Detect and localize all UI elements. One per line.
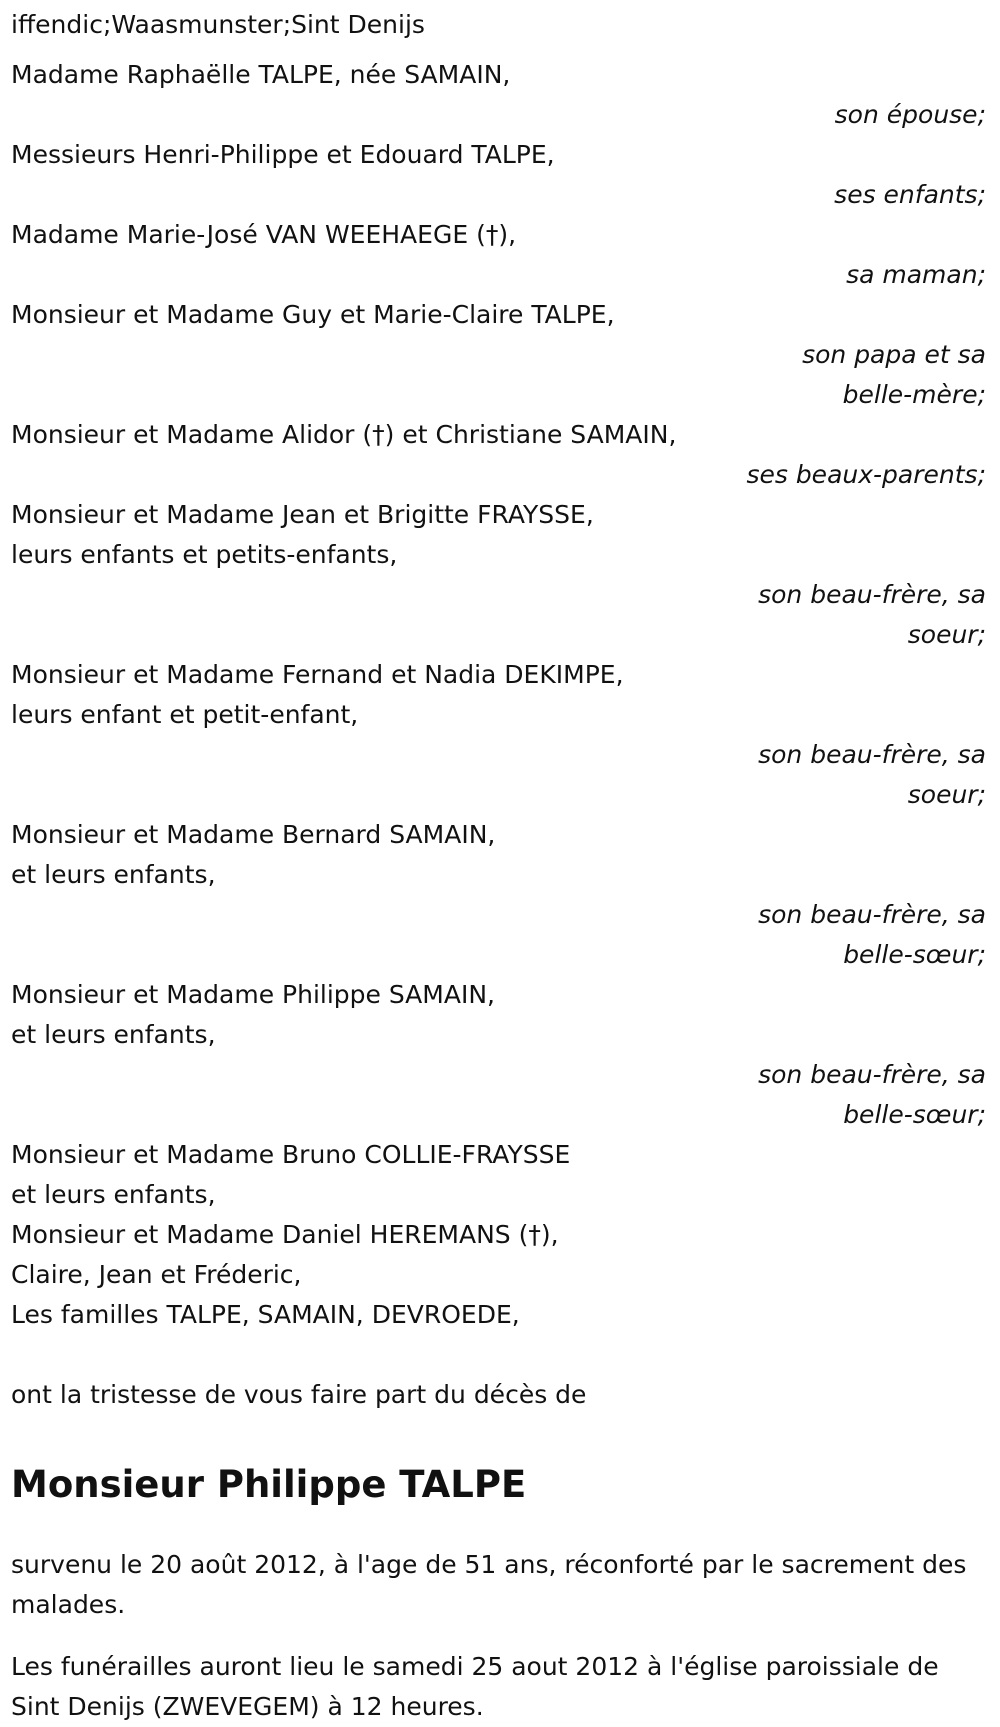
deceased-name: Monsieur Philippe TALPE — [11, 1463, 527, 1506]
family-entry — [11, 135, 986, 215]
family-names: Monsieur et Madame Alidor (†) et Christiane SAMAIN, — [11, 420, 677, 449]
relation-label: son beau-frère, sa belle-sœur; — [758, 1060, 986, 1129]
family-entry — [11, 295, 986, 415]
relation-label: son épouse; — [834, 100, 986, 129]
family-list — [11, 55, 986, 1727]
family-names: Monsieur et Madame Bruno COLLIE-FRAYSSE — [11, 1140, 571, 1169]
family-entry — [11, 495, 986, 655]
family-names: Madame Marie-José VAN WEEHAEGE (†), — [11, 220, 517, 249]
death-details-paragraph: survenu le 20 août 2012, à l'age de 51 ans, réconforté par le sacrement des malades. — [11, 1550, 967, 1619]
family-names: Monsieur et Madame Jean et Brigitte FRAYSSE, — [11, 500, 594, 529]
family-names: Messieurs Henri-Philippe et Edouard TALPE, — [11, 140, 555, 169]
family-names: Madame Raphaëlle TALPE, née SAMAIN, — [11, 60, 511, 89]
family-names: Monsieur et Madame Philippe SAMAIN, — [11, 980, 495, 1009]
relation-label: ses beaux-parents; — [746, 460, 986, 489]
family-entry — [11, 415, 986, 495]
family-names: leurs enfants et petits-enfants, — [11, 540, 398, 569]
family-entry — [11, 655, 986, 815]
family-names: et leurs enfants, — [11, 860, 216, 889]
relation-label: ses enfants; — [834, 180, 986, 209]
family-names: Claire, Jean et Fréderic, — [11, 1260, 302, 1289]
family-names: et leurs enfants, — [11, 1020, 216, 1049]
family-names: Les familles TALPE, SAMAIN, DEVROEDE, — [11, 1300, 520, 1329]
family-entry — [11, 815, 986, 975]
relation-label: son beau-frère, sa belle-sœur; — [758, 900, 986, 969]
family-entry — [11, 215, 986, 295]
family-names: et leurs enfants, — [11, 1180, 216, 1209]
relation-label: sa maman; — [846, 260, 986, 289]
trailing-family-list — [11, 1135, 986, 1335]
family-names: Monsieur et Madame Bernard SAMAIN, — [11, 820, 496, 849]
relation-label: son beau-frère, sa soeur; — [758, 580, 986, 649]
family-names: Monsieur et Madame Fernand et Nadia DEKIMPE, — [11, 660, 624, 689]
family-entry — [11, 55, 986, 135]
announcement-text: ont la tristesse de vous faire part du décès de — [11, 1380, 587, 1409]
relation-label: son beau-frère, sa soeur; — [758, 740, 986, 809]
family-names: Monsieur et Madame Guy et Marie-Claire TALPE, — [11, 300, 615, 329]
funeral-details-paragraph: Les funérailles auront lieu le samedi 25 aout 2012 à l'église paroissiale de Sint Denijs (ZWEVEGEM) à 12 heures. — [11, 1652, 939, 1721]
location-line: iffendic;Waasmunster;Sint Denijs — [11, 10, 425, 39]
family-names: leurs enfant et petit-enfant, — [11, 700, 359, 729]
family-names: Monsieur et Madame Daniel HEREMANS (†), — [11, 1220, 559, 1249]
family-entry — [11, 975, 986, 1135]
relation-label: son papa et sa belle-mère; — [802, 340, 986, 409]
